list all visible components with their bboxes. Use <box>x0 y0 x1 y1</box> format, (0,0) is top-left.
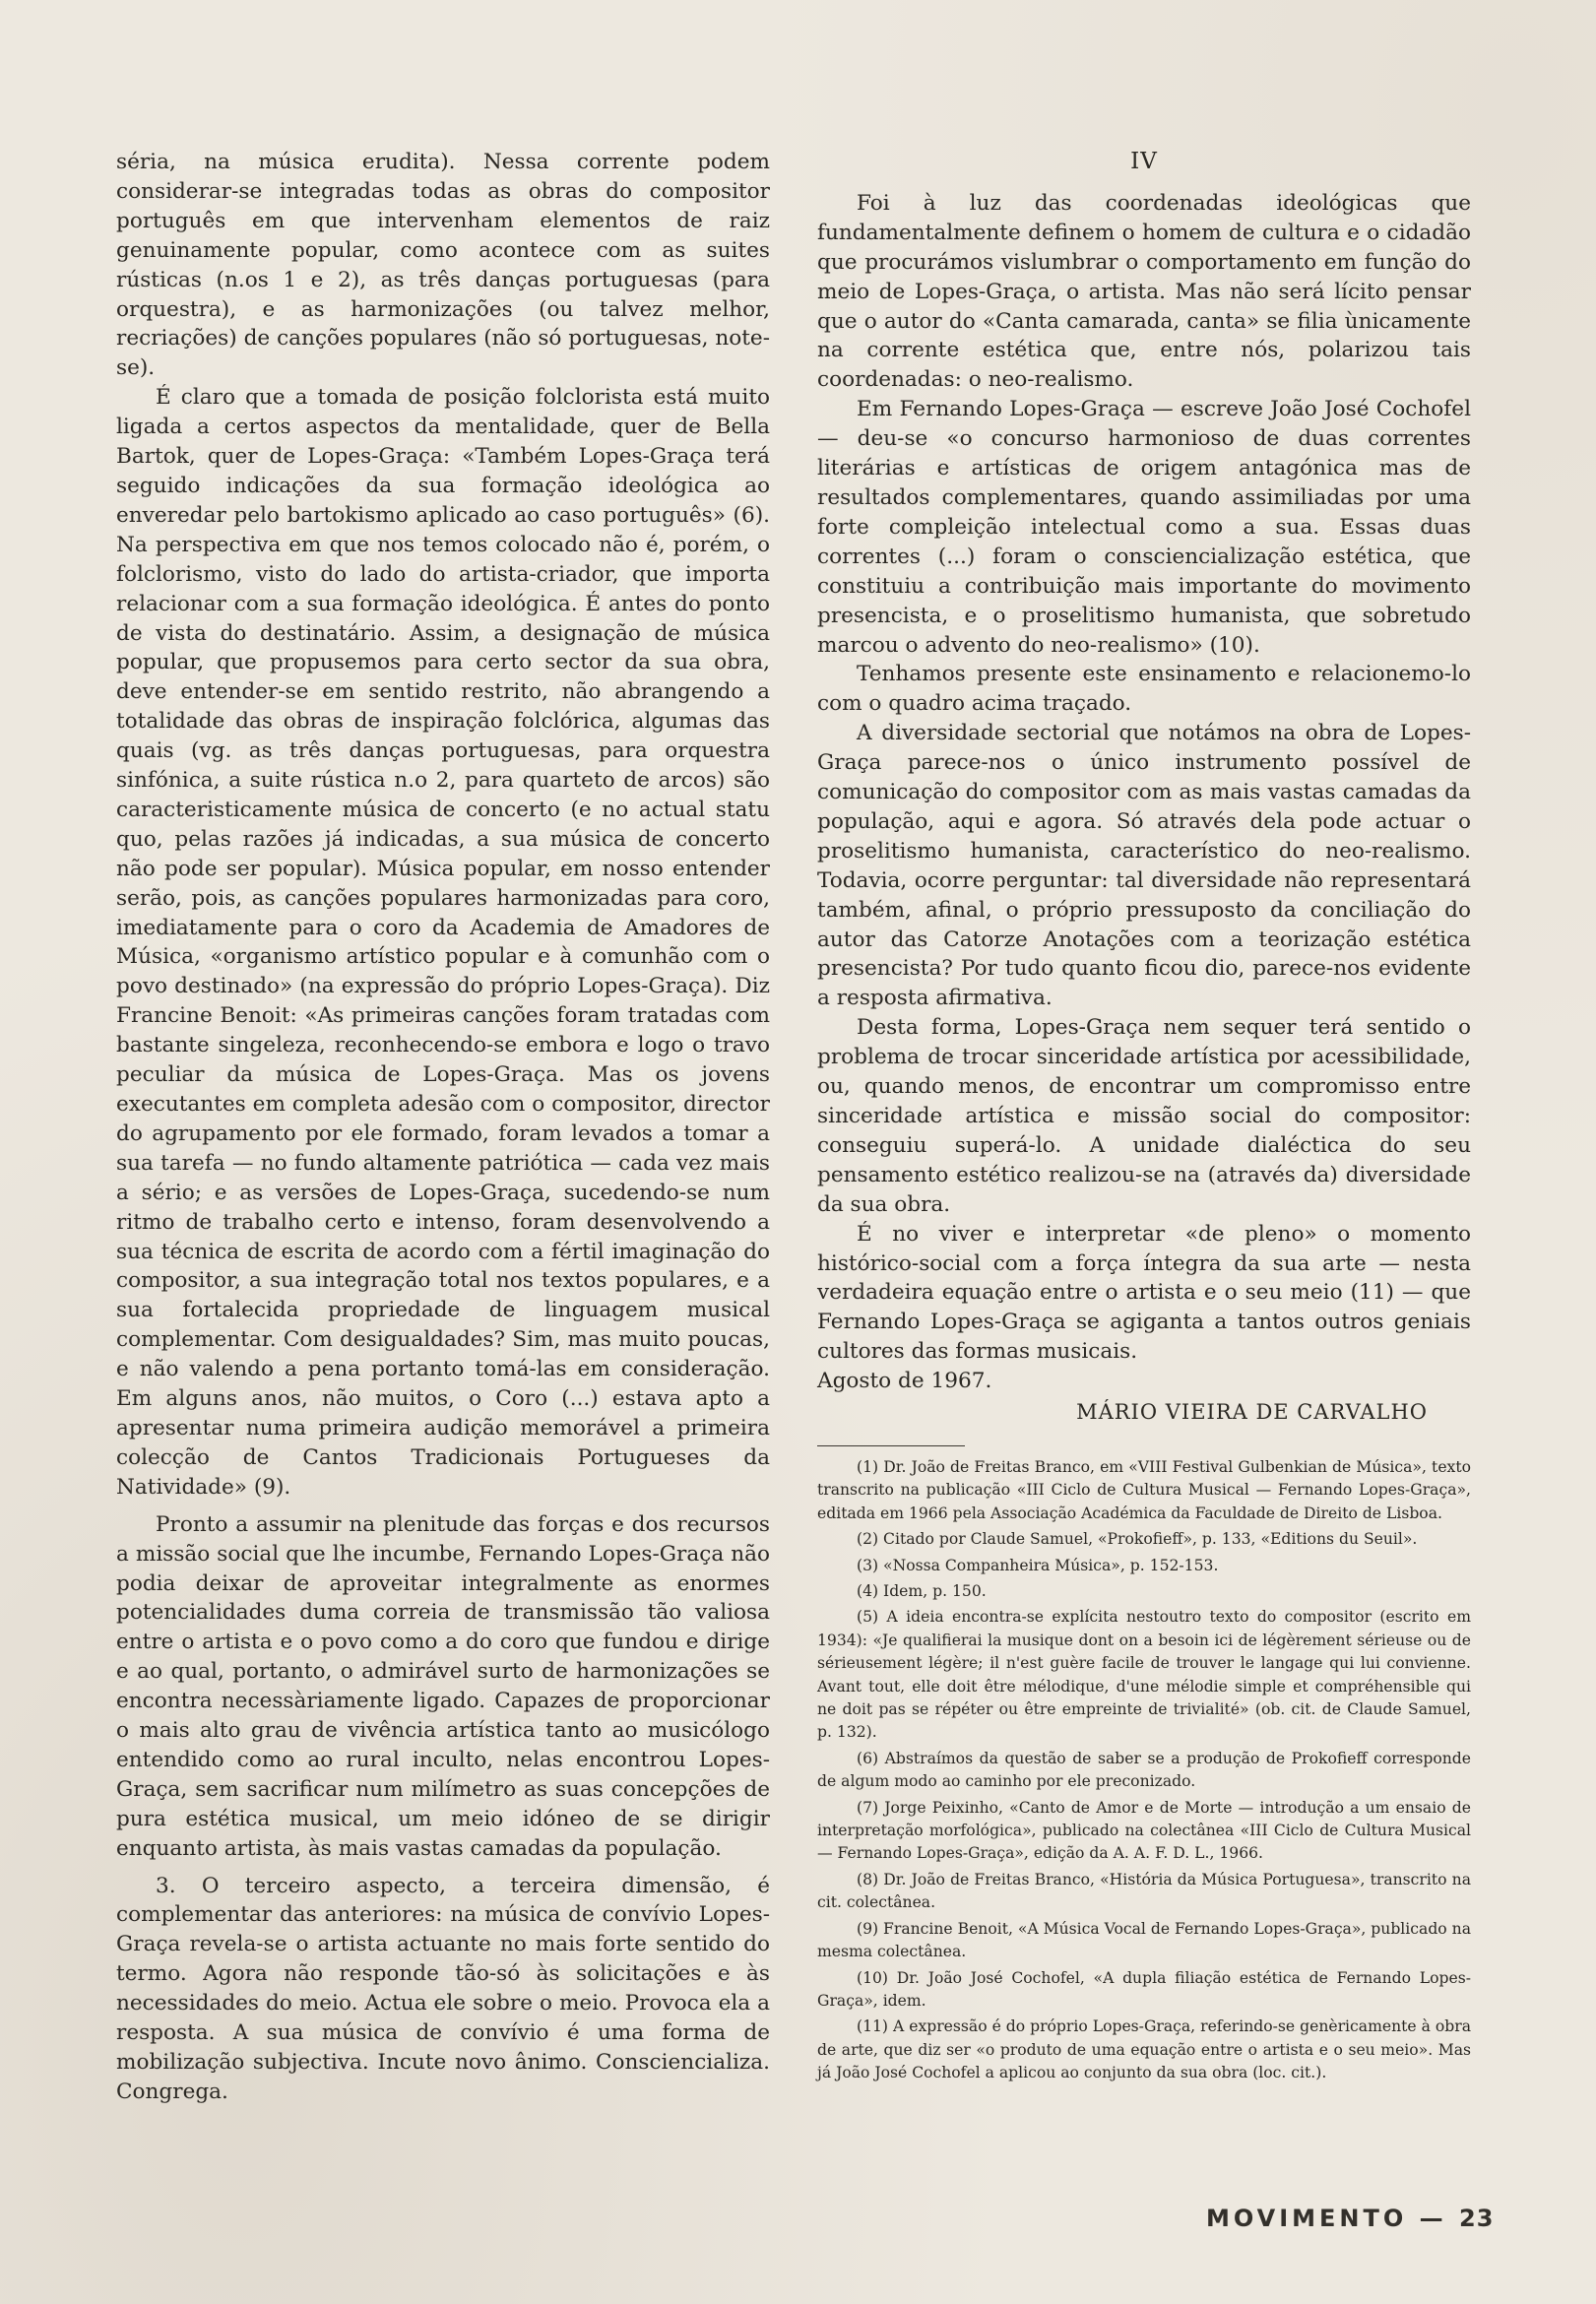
body-paragraph: 3. O terceiro aspecto, a terceira dimensão, é complementar das anteriores: na música de convívio Lopes-Graça revela-se o artista actuante no mais forte sentido do termo. Agora não responde tão-só às solicitações e às necessidades do meio. Actua ele sobre o meio. Provoca ela a resposta. A sua música de convívio é uma forma de mobilização subjectiva. Incute novo ânimo. Consciencializa. Congrega. <box>116 1873 770 2104</box>
footnote: (5) A ideia encontra-se explícita nestoutro texto do compositor (escrito em 1934): «Je qualifierai la musique dont on a besoin ici de légèrement sérieuse ou de sérieusement légère; il n'est guère facile de trouver le langage qui lui convienne. Avant tout, elle doit être mélodique, d'une mélodie simple et compréhensible qui ne doit pas se répéter ou être empreinte de trivialité» (ob. cit. de Claude Samuel, p. 132). <box>817 1608 1471 1742</box>
body-paragraph: séria, na música erudita). Nessa corrente podem considerar-se integradas todas as obras do compositor português em que intervenham elementos de raiz genuinamente popular, como acontece com as suites rústicas (n.os 1 e 2), as três danças portuguesas (para orquestra), e as harmonizações (ou talvez melhor, recriações) de canções populares (não só portuguesas, note-se). <box>116 150 770 381</box>
footnotes <box>817 1456 1471 2085</box>
right-column <box>817 148 1471 2088</box>
body-paragraph: Em Fernando Lopes-Graça — escreve João José Cochofel — deu-se «o concurso harmonioso de duas correntes literárias e artísticas de origem antagónica mas de resultados complementares, quando assimiliadas por uma forte compleição intelectual como a sua. Essas duas correntes (...) foram o consciencialização estética, que constituiu a contribuição mais importante do movimento presencista, e o proselitismo humanista, que sobretudo marcou o advento do neo-realismo» (10). <box>817 397 1471 658</box>
footnote: (4) Idem, p. 150. <box>857 1582 987 1600</box>
body-paragraph: É claro que a tomada de posição folclorista está muito ligada a certos aspectos da mentalidade, quer de Bella Bartok, quer de Lopes-Graça: «Também Lopes-Graça terá seguido indicações da sua formação ideológica ao enveredar pelo bartokismo aplicado ao caso português» (6). Na perspectiva em que nos temos colocado não é, porém, o folclorismo, visto do lado do artista-criador, que importa relacionar com a sua formação ideológica. É antes do ponto de vista do destinatário. Assim, a designação de música popular, que propusemos para certo sector da sua obra, deve entender-se em sentido restrito, não abrangendo a totalidade das obras de inspiração folclórica, algumas das quais (vg. as três danças portuguesas, para orquestra sinfónica, a suite rústica n.o 2, para quarteto de arcos) são caracteristicamente música de concerto (e no actual statu quo, pelas razões já indicadas, a sua música de concerto não pode ser popular). Música popular, em nosso entender serão, pois, as canções populares harmonizadas para coro, imediatamente para o coro da Academia de Amadores de Música, «organismo artístico popular e à comunhão com o povo destinado» (na expressão do próprio Lopes-Graça). Diz Francine Benoit: «As primeiras canções foram tratadas com bastante singeleza, reconhecendo-se embora e logo o travo peculiar da música de Lopes-Graça. Mas os jovens executantes em completa adesão com o compositor, director do agrupamento por ele formado, foram levados a tomar a sua tarefa — no fundo altamente patriótica — cada vez mais a sério; e as versões de Lopes-Graça, sucedendo-se num ritmo de trabalho certo e intenso, foram desenvolvendo a sua técnica de escrita de acordo com a fértil imaginação do compositor, a sua integração total nos textos populares, e a sua fortalecida propriedade de linguagem musical complementar. Com desigualdades? Sim, mas muito poucas, e não valendo a pena portanto tomá-las em consideração. Em alguns anos, não muitos, o Coro (...) estava apto a apresentar numa primeira audição memorável a primeira colecção de Cantos Tradicionais Portugueses da Natividade» (9). <box>116 385 770 1500</box>
body-paragraph: É no viver e interpretar «de pleno» o momento histórico-social com a força íntegra da sua arte — nesta verdadeira equação entre o artista e o seu meio (11) — que Fernando Lopes-Graça se agiganta a tantos outros geniais cultores das formas musicais. <box>817 1221 1471 1365</box>
body-paragraph: Pronto a assumir na plenitude das forças e dos recursos a missão social que lhe incumbe, Fernando Lopes-Graça não podia deixar de aproveitar integralmente as enormes potencialidades duma correia de transmissão tão valiosa entre o artista e o povo como a do coro que fundou e dirige e ao qual, portanto, o admirável surto de harmonizações se encontra necessàriamente ligado. Capazes de proporcionar o mais alto grau de vivência artística tanto ao musicólogo entendido como ao rural inculto, nelas encontrou Lopes-Graça, sem sacrificar num milímetro as suas concepções de pura estética musical, um meio idóneo de se dirigir enquanto artista, às mais vastas camadas da população. <box>116 1511 770 1861</box>
footnote: (1) Dr. João de Freitas Branco, em «VIII Festival Gulbenkian de Música», texto transcrito na publicação «III Ciclo de Cultura Musical — Fernando Lopes-Graça», editada em 1966 pela Associação Académica da Faculdade de Direito de Lisboa. <box>817 1457 1471 1522</box>
section-number: IV <box>1130 149 1158 174</box>
footer-separator: — <box>1419 2205 1447 2232</box>
footnote: (7) Jorge Peixinho, «Canto de Amor e de Morte — introdução a um ensaio de interpretação morfológica», publicado na colectânea «III Ciclo de Cultura Musical — Fernando Lopes-Graça», edição da A. A. F. D. L., 1966. <box>817 1798 1471 1863</box>
footnote: (8) Dr. João de Freitas Branco, «História da Música Portuguesa», transcrito na cit. colectânea. <box>817 1870 1471 1912</box>
page-number: 23 <box>1459 2205 1495 2232</box>
footnote: (2) Citado por Claude Samuel, «Prokofieff», p. 133, «Editions du Seuil». <box>857 1530 1418 1549</box>
body-paragraph: Desta forma, Lopes-Graça nem sequer terá sentido o problema de trocar sinceridade artística por acessibilidade, ou, quando menos, de encontrar um compromisso entre sinceridade artística e missão social do compositor: conseguiu superá-lo. A unidade dialéctica do seu pensamento estético realizou-se na (através da) diversidade da sua obra. <box>817 1015 1471 1217</box>
footnote-divider <box>817 1445 965 1446</box>
body-paragraph: Tenhamos presente este ensinamento e relacionemo-lo com o quadro acima traçado. <box>817 662 1471 717</box>
page-footer <box>1206 2205 1494 2232</box>
author-signature: MÁRIO VIEIRA DE CARVALHO <box>1076 1400 1428 1425</box>
footnote: (10) Dr. João José Cochofel, «A dupla filiação estética de Fernando Lopes-Graça», idem. <box>817 1968 1471 2010</box>
body-paragraph: A diversidade sectorial que notámos na obra de Lopes-Graça parece-nos o único instrumento possível de comunicação do compositor com as mais vastas camadas da população, aqui e agora. Só através dela pode actuar o proselitismo humanista, característico do neo-realismo. Todavia, ocorre perguntar: tal diversidade não representará também, afinal, o próprio pressuposto da conciliação do autor das Catorze Anotações com a teorização estética presencista? Por tudo quanto ficou dio, parece-nos evidente a resposta afirmativa. <box>817 721 1471 1011</box>
footnote: (3) «Nossa Companheira Música», p. 152-153. <box>857 1556 1219 1574</box>
magazine-name: MOVIMENTO <box>1206 2205 1408 2232</box>
body-paragraph: Foi à luz das coordenadas ideológicas que fundamentalmente definem o homem de cultura e o cidadão que procurámos vislumbrar o comportamento em função do meio de Lopes-Graça, o artista. Mas não será lícito pensar que o autor do «Canta camarada, canta» se filia ùnicamente na corrente estética que, entre nós, polarizou tais coordenadas: o neo-realismo. <box>817 190 1471 393</box>
footnote: (6) Abstraímos da questão de saber se a produção de Prokofieff corresponde de algum modo ao caminho por ele preconizado. <box>817 1749 1471 1791</box>
footnote: (9) Francine Benoit, «A Música Vocal de Fernando Lopes-Graça», publicado na mesma colectânea. <box>817 1919 1471 1961</box>
footnote: (11) A expressão é do próprio Lopes-Graça, referindo-se genèricamente à obra de arte, que diz ser «o produto de uma equação entre o artista e o seu meio». Mas já João José Cochofel a aplicou ao conjunto da sua obra (loc. cit.). <box>817 2017 1471 2082</box>
left-column <box>116 148 770 2107</box>
date-line: Agosto de 1967. <box>817 1369 992 1394</box>
